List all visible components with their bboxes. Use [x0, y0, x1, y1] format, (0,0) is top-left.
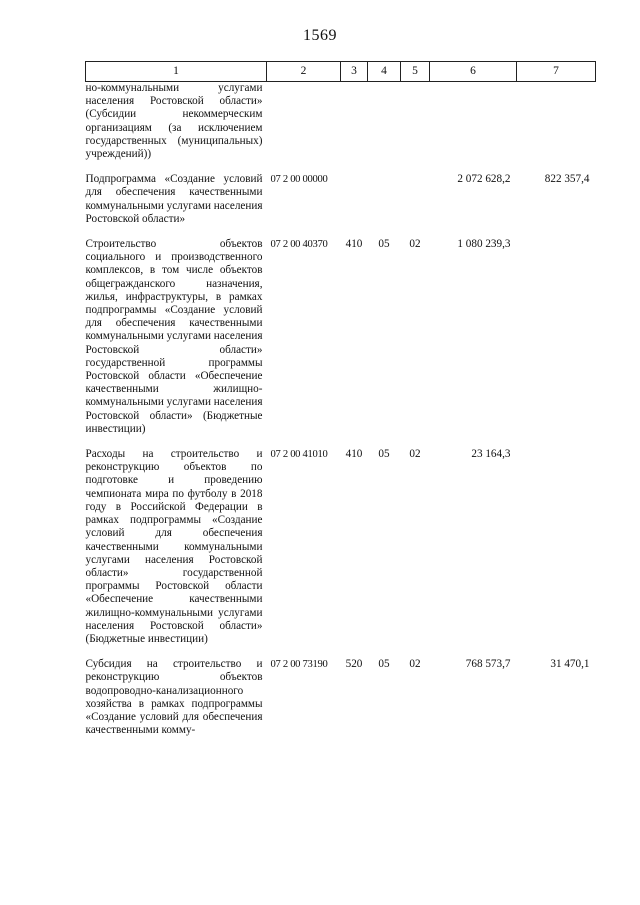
- column-header-7: 7: [517, 62, 596, 82]
- row-expense-type: 410: [345, 238, 363, 251]
- table-row: [86, 448, 596, 646]
- row-subsection: 02: [409, 238, 421, 251]
- row-amount-1: 23 164,3: [471, 448, 511, 461]
- row-amount-2: [517, 82, 596, 162]
- row-expense-type: [341, 173, 368, 226]
- row-subsection: [401, 173, 430, 226]
- row-target-code: [267, 82, 341, 162]
- row-subsection: 02: [409, 448, 421, 461]
- column-header-5: 5: [401, 62, 430, 82]
- column-header-6: 6: [430, 62, 517, 82]
- row-description: Строительство объектов социального и производственного комплексов, в том числе объектов общегражданского назначения, жилья, инфраструктуры, в рамках подпрограммы «Создание условий для обеспечения качественными коммунальными услугами населения Ростовской области» государственной программы Ростовской области «Обеспечение качественными жилищно-коммунальными услугами населения Ростовской области» (Бюджетные инвестиции): [85, 238, 263, 435]
- row-expense-type: [341, 82, 368, 162]
- row-expense-type: 410: [345, 448, 363, 461]
- row-target-code: 07 2 00 41010: [270, 449, 328, 461]
- row-section: [368, 82, 401, 162]
- header-row: [86, 62, 596, 82]
- row-description: Расходы на строительство и реконструкцию объектов по подготовке и проведению чемпионата мира по футболу в 2018 году в Российской Федерации в рамках подпрограммы «Создание условий для обеспечения качественными коммунальными услугами населения Ростовской области» государственной программы Ростовской области «Обеспечение качественными жилищно-коммунальными услугами населения Ростовской области» (Бюджетные инвестиции): [85, 448, 263, 645]
- column-header-1: 1: [86, 62, 267, 82]
- row-expense-type: 520: [345, 658, 363, 671]
- row-amount-1: 1 080 239,3: [457, 238, 511, 251]
- row-amount-2: [517, 238, 596, 436]
- table-row: [86, 658, 596, 737]
- table-row: [86, 82, 596, 162]
- row-section: 05: [378, 448, 390, 461]
- row-amount-2: 31 470,1: [550, 658, 590, 671]
- row-section: 05: [378, 238, 390, 251]
- row-amount-1: 768 573,7: [465, 658, 511, 671]
- row-amount-1: 2 072 628,2: [457, 173, 511, 186]
- table-row: [86, 238, 596, 436]
- page-number: 1569: [303, 27, 337, 44]
- row-target-code: 07 2 00 40370: [270, 239, 328, 251]
- row-section: 05: [378, 658, 390, 671]
- row-target-code: 07 2 00 73190: [270, 659, 328, 671]
- row-description: Подпрограмма «Создание условий для обеспечения качественными коммунальными услугами населения Ростовской области»: [85, 173, 263, 225]
- column-header-3: 3: [341, 62, 368, 82]
- column-header-2: 2: [267, 62, 341, 82]
- row-amount-2: 822 357,4: [544, 173, 590, 186]
- row-subsection: [401, 82, 430, 162]
- row-description: но-коммунальными услугами населения Ростовской области» (Субсидии некоммерческим организациям (за исключением государственных (муниципальных) учреждений)): [85, 82, 263, 161]
- row-target-code: 07 2 00 00000: [270, 174, 328, 186]
- budget-table: [85, 61, 596, 737]
- row-subsection: 02: [409, 658, 421, 671]
- row-description: Субсидия на строительство и реконструкцию объектов водопроводно-канализационного хозяйства в рамках подпрограммы «Создание условий для обеспечения качественными комму-: [85, 658, 263, 737]
- column-header-4: 4: [368, 62, 401, 82]
- row-amount-2: [517, 448, 596, 646]
- row-section: [368, 173, 401, 226]
- table-row: [86, 173, 596, 226]
- row-amount-1: [430, 82, 517, 162]
